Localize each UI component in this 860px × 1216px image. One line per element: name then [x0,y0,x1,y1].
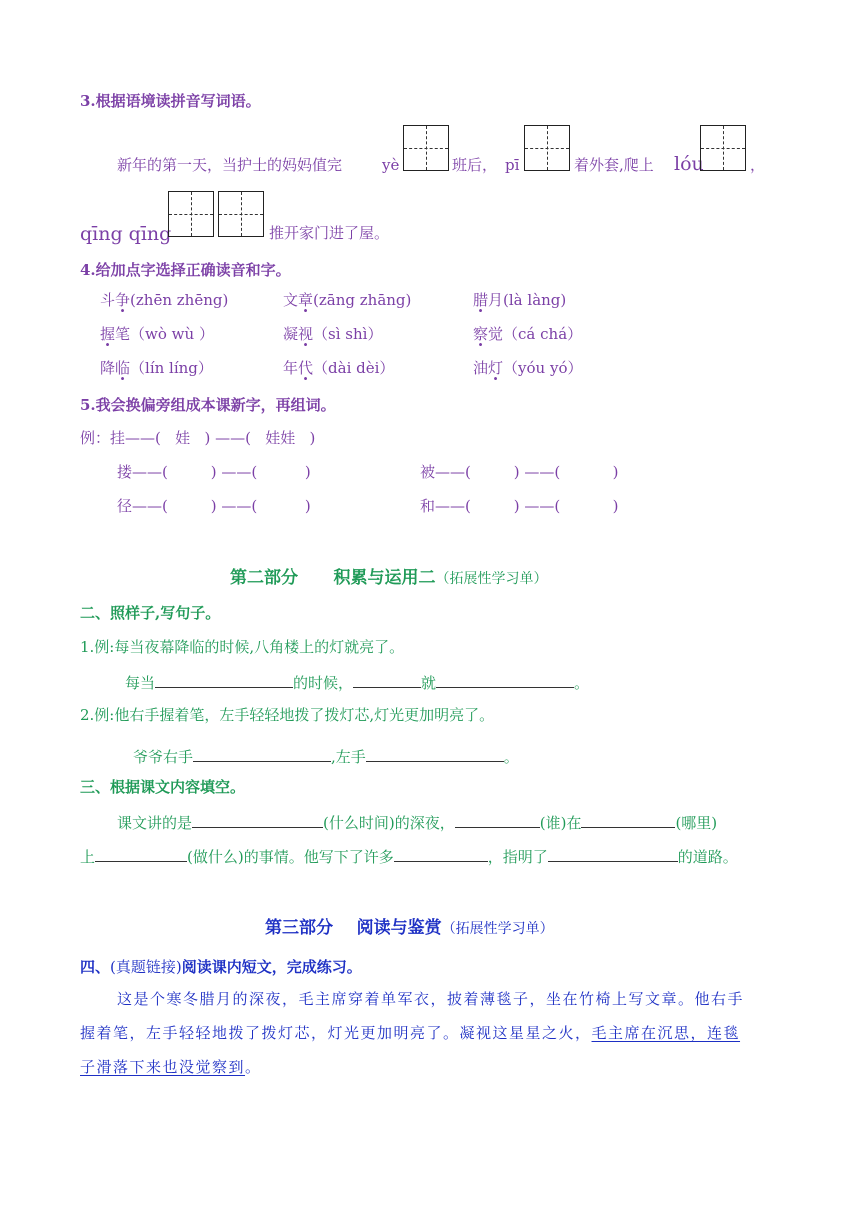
blank-line[interactable] [155,672,293,688]
q5-row: 搂——( ) ——( ) [117,463,311,481]
q4-item: 察觉（cá chá） [473,325,583,343]
q4-item: 腊月(là làng) [473,291,567,309]
q5-example: 例：挂——( 娃 ) ——( 娃娃 ) [80,429,316,447]
q4-item: 凝视（sì shì） [283,325,383,343]
tianzige-box[interactable] [700,125,746,171]
blank-line[interactable] [353,672,421,688]
q4-title: 4.给加点字选择正确读音和字。 [80,261,291,279]
s2-fill-2: 爷爷右手 ,左手 。 [133,748,519,766]
s2-example-1: 1.例:每当夜幕降临的时候,八角楼上的灯就亮了。 [80,638,405,656]
q3-title: 3.根据语境读拼音写词语。 [80,92,261,110]
pinyin-pi: pī [505,156,520,174]
passage-line-3: 子滑落下来也没觉察到。 [80,1058,262,1076]
passage-line-2: 握着笔，左手轻轻地拨了拨灯芯，灯光更加明亮了。凝视这星星之火，毛主席在沉思，连毯 [80,1024,741,1042]
tianzige-box[interactable] [524,125,570,171]
q4-item: 握笔（wò wù ） [100,325,214,343]
q4-item: 斗争(zhēn zhēng) [100,291,229,309]
q5-row: 径——( ) ——( ) [117,497,311,515]
s3-title: 三、根据课文内容填空。 [80,778,246,796]
q3-text-1: 新年的第一天，当护士的妈妈值完 [117,156,343,174]
passage-line-1: 这是个寒冬腊月的深夜，毛主席穿着单军衣，披着薄毯子，坐在竹椅上写文章。他右手 [117,990,745,1008]
pinyin-ye: yè [382,156,400,174]
tianzige-box[interactable] [168,191,214,237]
part2-heading: 第二部分 积累与运用二（拓展性学习单） [230,568,548,588]
blank-line[interactable] [436,672,574,688]
blank-line[interactable] [95,846,187,862]
q5-row: 被——( ) ——( ) [420,463,619,481]
s2-title: 二、照样子,写句子。 [80,604,221,622]
blank-line[interactable] [394,846,488,862]
s2-example-2: 2.例:他右手握着笔，左手轻轻地拨了拨灯芯,灯光更加明亮了。 [80,706,495,724]
pinyin-lou: lóu [674,153,704,175]
q3-text-5: 推开家门进了屋。 [269,224,390,242]
q4-item: 年代（dài dèi） [283,359,395,377]
q3-text-2: 班后， [452,156,498,174]
s4-title: 四、(真题链接)阅读课内短文，完成练习。 [80,958,362,976]
blank-line[interactable] [548,846,678,862]
blank-line[interactable] [366,746,504,762]
blank-line[interactable] [193,746,331,762]
tianzige-box[interactable] [403,125,449,171]
q5-row: 和——( ) ——( ) [420,497,619,515]
part3-heading: 第三部分 阅读与鉴赏（拓展性学习单） [265,918,554,938]
tianzige-box[interactable] [218,191,264,237]
q3-text-3: 着外套,爬上 [574,156,654,174]
pinyin-qingqing: qīng qīng [80,223,172,245]
s3-fill-line-2: 上 (做什么)的事情。他写下了许多 ，指明了 的道路。 [80,848,738,866]
q5-title: 5.我会换偏旁组成本课新字，再组词。 [80,396,336,414]
blank-line[interactable] [455,812,540,828]
s2-fill-1: 每当 的时候， 就 。 [125,674,590,692]
blank-line[interactable] [581,812,675,828]
s3-fill-line-1: 课文讲的是 (什么时间)的深夜， (谁)在 (哪里) [117,814,718,832]
q4-item: 文章(zāng zhāng) [283,291,412,309]
q3-text-4: ， [750,156,766,174]
blank-line[interactable] [192,812,323,828]
q4-item: 降临（lín líng） [100,359,213,377]
q4-item: 油灯（yóu yó） [473,359,583,377]
